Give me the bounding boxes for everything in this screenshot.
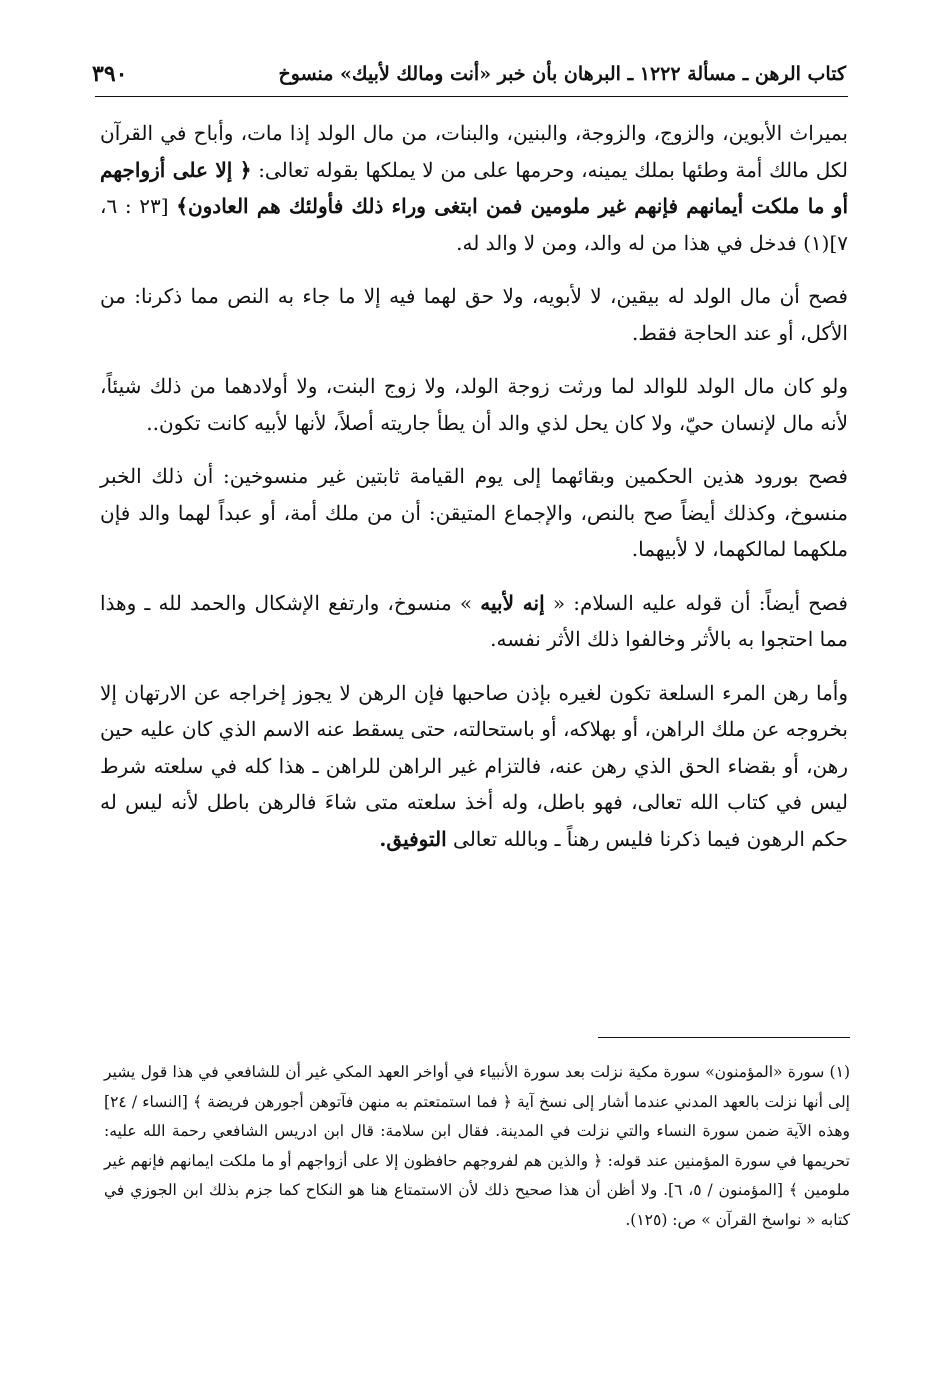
closing-word: التوفيق. [379,826,447,851]
hadith-quote: إنه لأبيه [480,590,545,615]
main-text [100,115,848,874]
page-header [92,54,846,94]
paragraph-2: فصح أن مال الولد له بيقين، لا لأبويه، ولا حق لهما فيه إلا ما جاء به النص مما ذكرنا: من الأكل، أو عند الحاجة فقط. [100,284,848,345]
running-title: كتاب الرهن ـ مسألة ١٢٢٢ ـ البرهان بأن خبر «أنت ومالك لأبيك» منسوخ [278,63,846,85]
paragraph-3: ولو كان مال الولد للوالد لما ورثت زوجة الولد، ولا زوج البنت، ولا أولادهما من ذلك شيئاً، لأنه مال لإنسان حيّ، ولا كان يحل لذي والد أن يطأ جاريته أصلاً، لأنها لأبيه كانت تكون.. [100,374,848,435]
paragraph-4: فصح بورود هذين الحكمين وبقائهما إلى يوم القيامة ثابتين غير منسوخين: أن ذلك الخبر منسوخ، وكذلك أيضاً صح بالنص، والإجماع المتيقن: أن من ملك أمة، أو عبداً لهما والد فإن ملكهما لمالكهما، لا لأبيهما. [100,464,848,561]
quran-verse: ﴿ إلا على أزواجهم أو ما ملكت أيمانهم فإنهم غير ملومين فمن ابتغى وراء ذلك فأولئك هم العادون﴾ [100,157,848,218]
paragraph-6 [100,675,848,858]
paragraph-5 [100,585,848,658]
paragraph-6-text: وأما رهن المرء السلعة تكون لغيره بإذن صاحبها فإن الرهن لا يجوز إخراجه عن الارتهان إلا بخروجه عن ملك الراهن، أو بهلاكه، أو باستحالته، حتى يسقط عنه الاسم الذي كان عليه حين رهن، أو بقضاء الحق الذي رهن عنه، فالتزام غير الراهن للراهن ـ هذا كله في سلعته شرط ليس في كتاب الله تعالى، فهو باطل، وله أخذ سلعته متى شاءَ فالرهن باطل لأنه ليس له حكم الرهون فيما ذكرنا فليس رهناً ـ وبالله تعالى [100,680,848,851]
paragraph-1-text: بميراث الأبوين، والزوج، والزوجة، والبنين، والبنات، من مال الولد إذا مات، وأباح في القرآن لكل مالك أمة وطئها بملك يمينه، وحرمها على من لا يملكها بقوله تعالى: [100,121,848,182]
page-number: ٣٩٠ [92,61,128,87]
footnote-rule [598,1037,850,1038]
header-rule [95,96,848,97]
footnote-text: (١) سورة «المؤمنون» سورة مكية نزلت بعد سورة الأنبياء في أواخر العهد المكي غير أن للشافعي في هذا قول يشير إلى أنها نزلت بالعهد المدني عندما أشار إلى نسخ آية ﴿ فما استمتعتم به منهن فآتوهن أجورهن فريضة ﴾ [النساء / ٢٤] وهذه الآية ضمن سورة النساء والتي نزلت في المدينة. فقال ابن سلامة: قال ابن ادريس الشافعي رحمة الله عليه: تحريمها في سورة المؤمنين عند قوله: ﴿ والذين هم لفروجهم حافظون إلا على أزواجهم أو ما ملكت ايمانهم فإنهم غير ملومين ﴾ [المؤمنون / ٥، ٦]. ولا أظن أن هذا صحيح ذلك لأن الاستمتاع هنا هو النكاح كما جزم بذلك ابن الجوزي في كتابه « نواسخ القرآن » ص: (١٢٥). [104,1063,850,1229]
paragraph-5-text: فصح أيضاً: أن قوله عليه السلام: « [544,590,848,615]
paragraph-1-citation: [٢٣ : ٦، ٧](١) فدخل في هذا من له والد، ومن لا والد له. [100,194,848,255]
paragraph-1 [100,115,848,261]
paragraph-5-text-end: » منسوخ، وارتفع الإشكال والحمد لله ـ وهذا مما احتجوا به بالأثر وخالفوا ذلك الأثر نفسه. [100,590,848,651]
footnote [104,1058,850,1235]
